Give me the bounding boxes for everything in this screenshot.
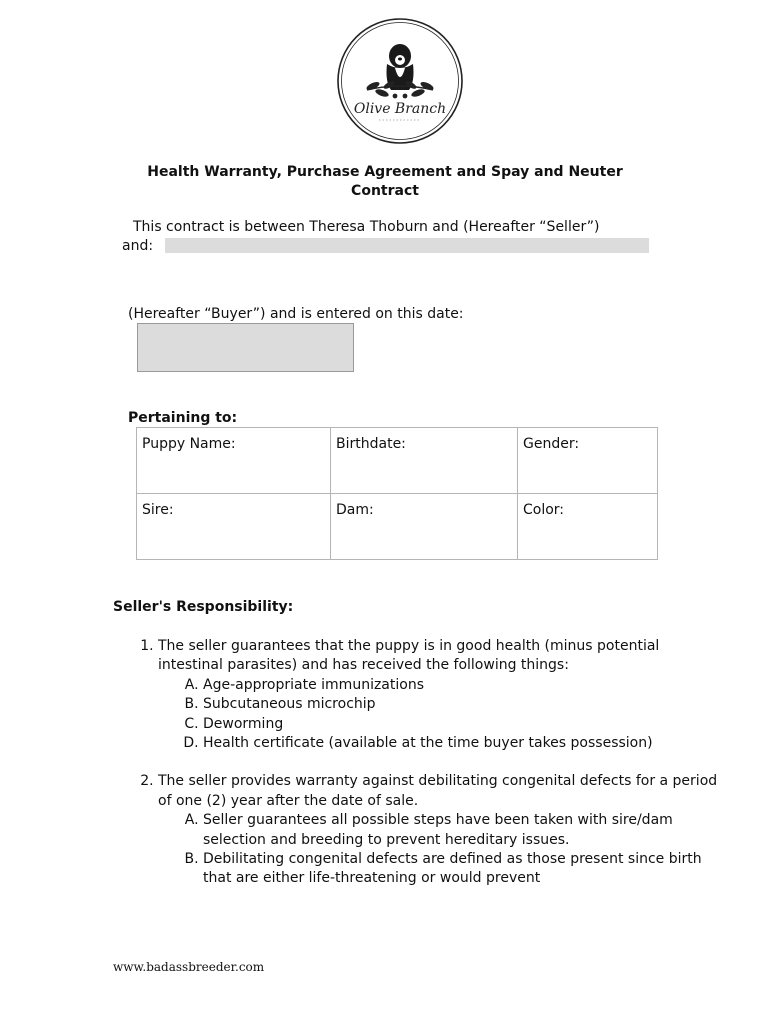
puppy-info-table (136, 427, 658, 560)
puppy-name-cell[interactable]: Puppy Name: (137, 428, 331, 494)
sellers-responsibility-list (112, 637, 718, 908)
intro-line-1: This contract is between Theresa Thoburn and (Hereafter “Seller”) (133, 219, 600, 235)
footer-url: www.badassbreeder.com (113, 960, 265, 974)
olive-branch-logo (335, 16, 465, 146)
gender-cell[interactable]: Gender: (518, 428, 658, 494)
sub-list (158, 676, 718, 754)
birthdate-cell[interactable]: Birthdate: (331, 428, 518, 494)
dam-cell[interactable]: Dam: (331, 494, 518, 560)
table-row (137, 428, 658, 494)
buyer-name-field[interactable] (165, 238, 649, 253)
intro-line-3: (Hereafter “Buyer”) and is entered on this date: (128, 306, 464, 322)
list-item (158, 637, 718, 753)
list-item (158, 772, 718, 888)
document-title: Health Warranty, Purchase Agreement and Spay and Neuter Contract (147, 164, 623, 199)
pertaining-heading: Pertaining to: (128, 410, 238, 426)
sub-list-item: B. Subcutaneous microchip (203, 695, 718, 714)
sub-list-item: D. Health certificate (available at the time buyer takes possession) (203, 734, 718, 753)
sub-list-item: B. Debilitating congenital defects are defined as those present since birth that are either life-threatening or would prevent (203, 850, 718, 889)
logo-text: Olive Branch (353, 101, 447, 117)
color-cell[interactable]: Color: (518, 494, 658, 560)
list-item-text: The seller provides warranty against debilitating congenital defects for a period of one (2) year after the date of sale. (158, 773, 718, 809)
sub-list-item: C. Deworming (203, 715, 718, 734)
date-field[interactable] (137, 323, 354, 372)
intro-line-2: and: (122, 238, 154, 254)
sub-list-item: A. Seller guarantees all possible steps have been taken with sire/dam selection and breeding to prevent hereditary issues. (203, 811, 718, 850)
sub-list (158, 811, 718, 889)
table-row (137, 494, 658, 560)
list-item-text: The seller guarantees that the puppy is in good health (minus potential intestinal parasites) and has received the following things: (158, 638, 660, 674)
sub-list-item: A. Age-appropriate immunizations (203, 676, 718, 695)
sire-cell[interactable]: Sire: (137, 494, 331, 560)
sellers-responsibility-heading: Seller's Responsibility: (113, 599, 294, 615)
